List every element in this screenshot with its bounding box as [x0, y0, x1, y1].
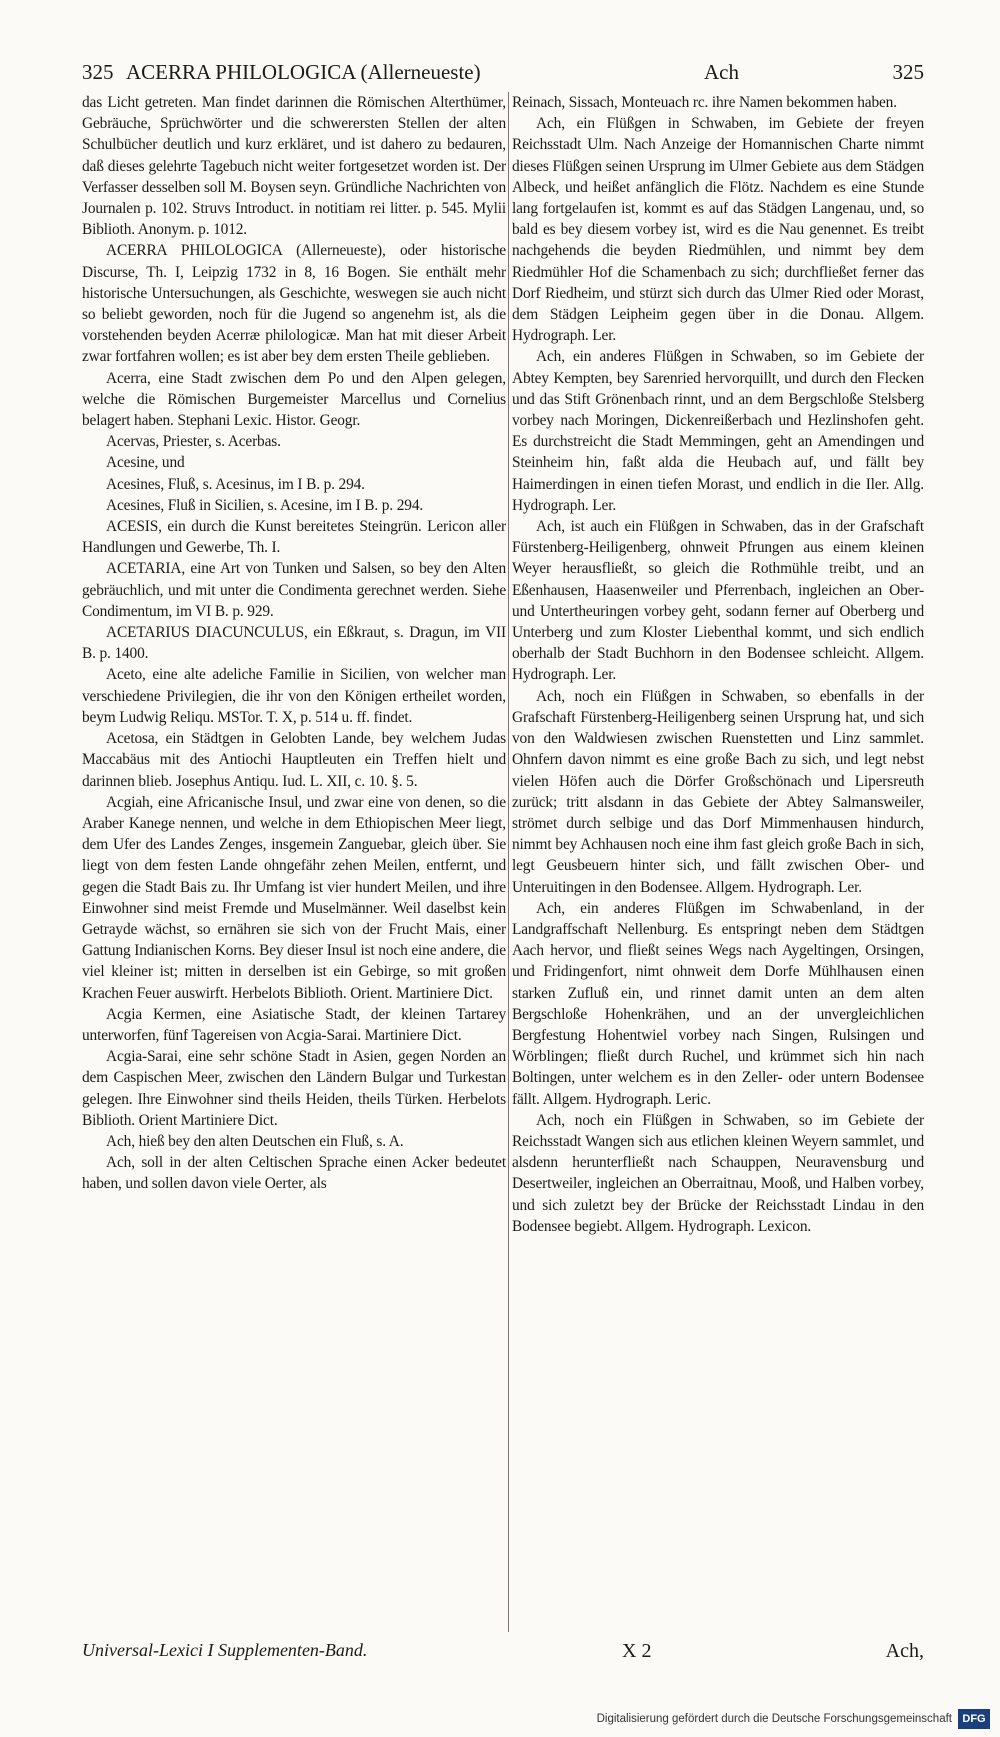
page-number-right: 325	[892, 60, 924, 84]
entry-paragraph: das Licht getreten. Man findet darinnen die Römischen Alterthümer, Gebräuche, Sprüchwörter und die schwerersten Stellen der alten Schulbücher deutlich und kurz erkläret, und ist dahero zu bedauren, daß dieses gelehrte Tagebuch nicht weiter fortgesetzet worden ist. Der Verfasser desselben soll M. Boysen seyn. Gründliche Nachrichten von Journalen p. 102. Struvs Introduct. in notitiam rei litter. p. 545. Mylii Biblioth. Anonym. p. 1012.	[82, 94, 506, 239]
entry-paragraph: Acesines, Fluß in Sicilien, s. Acesine, im I B. p. 294.	[106, 496, 424, 514]
entry-paragraph: Acesine, und	[106, 454, 185, 472]
entry-paragraph: ACETARIA, eine Art von Tunken und Salsen, so bey den Alten gebräuchlich, und mit unter die Condimenta gerechnet werden. Siehe Condimentum, im VI B. p. 929.	[82, 560, 506, 620]
footer-catchword: Ach,	[885, 1640, 924, 1662]
entry-paragraph: Acerra, eine Stadt zwischen dem Po und den Alpen gelegen, welche die Römischen Burgemeister Marcellus und Cornelius belagert haben. Stephani Lexic. Histor. Geogr.	[82, 369, 506, 430]
dfg-logo-icon: DFG	[958, 1709, 990, 1729]
entry-paragraph: Ach, noch ein Flüßgen in Schwaben, so ebenfalls in der Grafschaft Fürstenberg-Heiligenberg seinen Ursprung hat, und sich von den Waldwiesen zwischen Ruenstetten und Linz sammlet. Ohnfern davon nimmt es eine große Bach zu sich, und legt nebst vielen Höfen auch die Dörfer Großschönach und Lipersreuth zurück; tritt alsdann in das Gebiete der Abtey Salmansweiler, strömet durch selbige und das Dorf Mimmenhausen hindurch, nimmt bey Achhausen noch eine ihm fast gleich große Bach in sich, legt Geusbeuern hinter sich, und fällt zwischen Ober- und Unteruitingen in den Bodensee. Allgem. Hydrograph. Ler.	[512, 687, 924, 896]
entry-paragraph: ACESIS, ein durch die Kunst bereitetes Steingrün. Lericon aller Handlungen und Gewerbe, Th. I.	[82, 518, 506, 557]
entry-paragraph: Ach, ein anderes Flüßgen in Schwaben, so im Gebiete der Abtey Kempten, bey Sarenried hervorquillt, und durch den Flecken und das Stift Grönenbach rinnt, und an dem Bergschloße Stelsberg vorbey nach Moringen, Dickenreißerbach und Hezlinshofen geht. Es durchstreicht die Stadt Memmingen, geht an Amendingen und Steinheim hin, faßt alda die Heubach auf, und fällt bey Haimerdingen in einen tiefen Morast, und endlich in die Iler. Allg. Hydrograph. Ler.	[512, 348, 924, 514]
signature-line: Universal-Lexici I Supplementen-Band.	[82, 1640, 368, 1660]
column-divider	[508, 92, 509, 1632]
entry-paragraph: Acetosa, ein Städtgen in Gelobten Lande, bey welchem Judas Maccabäus mit des Antiochi Hauptleuten ein Treffen hielt und darinnen blieb. Josephus Antiqu. Iud. L. XII, c. 10. §. 5.	[82, 730, 506, 790]
entry-paragraph: ACETARIUS DIACUNCULUS, ein Eßkraut, s. Dragun, im VII B. p. 1400.	[82, 624, 506, 663]
entry-paragraph: Ach, soll in der alten Celtischen Sprache einen Acker bedeutet haben, und sollen davon viele Oerter, als	[82, 1154, 506, 1193]
entry-paragraph: Acgia-Sarai, eine sehr schöne Stadt in Asien, gegen Norden an dem Caspischen Meer, zwischen den Ländern Bulgar und Turkestan gelegen. Ihre Einwohner sind theils Heiden, theils Türken. Herbelots Biblioth. Orient Martiniere Dict.	[82, 1048, 506, 1129]
page-footer	[82, 1640, 924, 1670]
entry-paragraph: Ach, hieß bey den alten Deutschen ein Fluß, s. A.	[106, 1132, 404, 1150]
left-column	[82, 92, 506, 1632]
credit-text: Digitalisierung gefördert durch die Deutsche Forschungsgemeinschaft	[596, 1713, 952, 1725]
entry-paragraph: Ach, noch ein Flüßgen in Schwaben, so im Gebiete der Reichsstadt Wangen sich aus etlichen kleinen Weyern sammlet, und alsdenn herunterfließt nach Schauppen, Neuravensburg und Desertweiler, ingleichen an Oberraitnau, Mooß, und Halben vorbey, und sich zuletzt bey der Brücke der Reichsstadt Lindau in den Bodensee begiebt. Allgem. Hydrograph. Lexicon.	[512, 1111, 924, 1235]
entry-paragraph: Acgiah, eine Africanische Insul, und zwar eine von denen, so die Araber Kanege nennen, und welche in dem Ethiopischen Meer liegt, dem Ufer des Landes Zenges, insgemein Zanguebar, gleich über. Sie liegt von dem festen Lande ohngefähr zehen Meilen, entfernt, und gegen die Stadt Bais zu. Ihr Umfang ist vier hundert Meilen, und ihre Einwohner sind meist Fremde und Muselmänner. Weil daselbst kein Getrayde wächst, so ernähren sie sich von der Frucht Mais, einer Gattung Indianischen Korns. Bey dieser Insul ist noch eine andere, die viel kleiner ist; mitten in derselben ist ein Gebirge, so mit großen Krachen Feuer auswirft. Herbelots Biblioth. Orient. Martiniere Dict.	[82, 793, 506, 1002]
entry-paragraph: Acervas, Priester, s. Acerbas.	[106, 433, 281, 451]
entry-paragraph: Aceto, eine alte adeliche Familie in Sicilien, von welcher man verschiedene Privilegien, die ihr von den Königen ertheilet worden, beym Ludwig Reliqu. MSTor. T. X, p. 514 u. ff. findet.	[82, 666, 506, 726]
entry-paragraph: Acgia Kermen, eine Asiatische Stadt, der kleinen Tartarey unterworfen, fünf Tagereisen von Acgia-Sarai. Martiniere Dict.	[82, 1005, 506, 1044]
entry-paragraph: Ach, ein anderes Flüßgen im Schwabenland, in der Landgraffschaft Nellenburg. Es entspringt neben dem Städtgen Aach hervor, und fließt seines Wegs nach Aygeltingen, Orsingen, und Fridingenfort, nimt ohnweit dem Dorfe Mühlhausen einen starken Zufluß ein, und rinnet damit unten an dem alten Bergschloße Hohenkrähen, und an der unvergleichlichen Bergfestung Hohentwiel vorbey nach Singen, Rulsingen und Wörblingen; fließt durch Ruchel, und krümmet sich hin nach Boltingen, unter welchem es in den Zeller- oder untern Bodensee fällt. Allgem. Hydrograph. Leric.	[512, 899, 924, 1108]
signature-mark: X 2	[622, 1640, 652, 1662]
right-column	[512, 92, 924, 1632]
entry-paragraph: Reinach, Sissach, Monteuach rc. ihre Namen bekommen haben.	[512, 94, 897, 111]
running-header	[82, 60, 924, 90]
entry-paragraph: Acesines, Fluß, s. Acesinus, im I B. p. 294.	[106, 475, 365, 493]
entry-paragraph: Ach, ein Flüßgen in Schwaben, im Gebiete der freyen Reichsstadt Ulm. Nach Anzeige der Homannischen Charte nimmt dieses Flüßgen seinen Ursprung im Ulmer Gebiete aus dem Städgen Albeck, und heißet anfänglich die Flötz. Nachdem es eine Stunde lang fortgelaufen ist, kommt es auf das Städgen Langenau, und, so bald es bey diesem vorbey ist, wird es die Nau genennet. Es treibt nachgehends die beyden Riedmühlen, und nimmt bey dem Riedmühler Hof die Schamenbach zu sich; durchfließet ferner das Dorf Riedheim, und stürzt sich durch das Ulmer Ried oder Morast, dem Städgen Leipheim gegen über in die Donau. Allgem. Hydrograph. Ler.	[512, 115, 924, 345]
digitization-credit	[597, 1707, 990, 1731]
entry-paragraph: Ach, ist auch ein Flüßgen in Schwaben, das in der Grafschaft Fürstenberg-Heiligenberg, ohnweit Pfrungen aus einem kleinen Weyer herausfließt, so gleich die Rothmühle treibt, und an Eßenhausen, Haasenweiler und Pferrenbach, ingleichen an Ober- und Untertheuringen vorbey geht, sodann ferner auf Oberberg und Unterberg und zum Kloster Liebenthal kommt, und sich endlich oberhalb der Stadt Buchhorn in den Bodensee schleicht. Allgem. Hydrograph. Ler.	[512, 518, 924, 684]
header-catchword: Ach	[704, 60, 739, 84]
running-title: ACERRA PHILOLOGICA (Allerneueste)	[126, 60, 481, 84]
entry-paragraph: ACERRA PHILOLOGICA (Allerneueste), oder historische Discurse, Th. I, Leipzig 1732 in 8, 16 Bogen. Sie enthält mehr historische Untersuchungen, als Geschichte, weswegen sie auch nicht so beliebt geworden, noch für die Jugend so angenehm ist, als die vorstehenden beyden Acerræ philologicæ. Man hat mit dieser Arbeit zwar fortfahren wollen; es ist aber bey dem ersten Theile geblieben.	[82, 242, 506, 366]
page-number-left: 325	[82, 60, 114, 84]
